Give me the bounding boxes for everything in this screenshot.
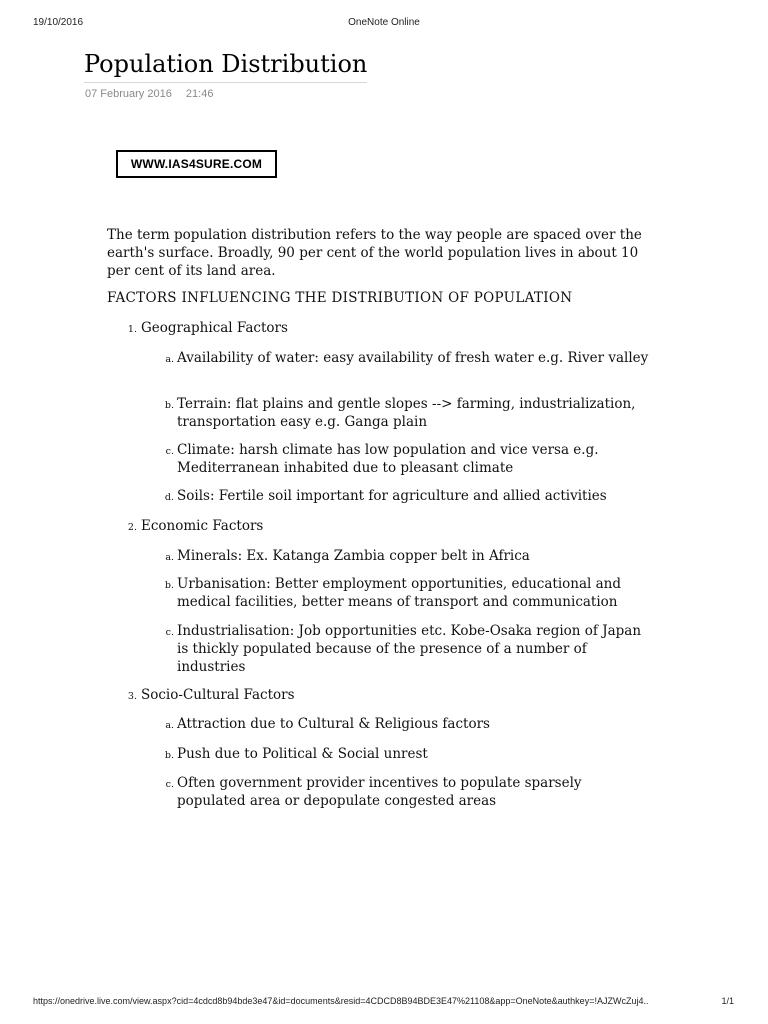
list-item	[160, 349, 650, 367]
list-item	[160, 395, 650, 431]
item-letter: b.	[164, 400, 174, 411]
list-item	[160, 575, 650, 611]
page-time: 21:46	[185, 88, 214, 100]
print-app-title: OneNote Online	[348, 17, 420, 28]
list-item	[160, 547, 650, 565]
list-item	[160, 774, 650, 810]
page-meta	[85, 88, 224, 100]
list-item	[160, 622, 650, 676]
page-date: 07 February 2016	[85, 88, 172, 100]
item-text: Attraction due to Cultural & Religious factors	[177, 716, 490, 732]
item-letter: a.	[165, 552, 174, 563]
list-item	[160, 745, 650, 763]
print-date: 19/10/2016	[33, 17, 84, 28]
item-letter: b.	[164, 580, 174, 591]
item-letter: a.	[165, 720, 174, 731]
item-text: Often government provider incentives to populate sparsely populated area or depopulate congested areas	[177, 775, 582, 809]
factor-title: Geographical Factors	[141, 320, 288, 336]
item-text: Industrialisation: Job opportunities etc. Kobe-Osaka region of Japan is thickly populated because of the presence of a number of industries	[177, 623, 642, 675]
item-text: Minerals: Ex. Katanga Zambia copper belt in Africa	[177, 548, 530, 564]
section-heading: FACTORS INFLUENCING THE DISTRIBUTION OF POPULATION	[107, 290, 573, 306]
print-footer	[0, 996, 768, 1010]
item-letter: d.	[164, 492, 174, 503]
factor-socio-cultural	[125, 686, 295, 706]
item-text: Availability of water: easy availability of fresh water e.g. River valley	[177, 350, 649, 366]
page-count: 1/1	[721, 996, 734, 1006]
item-letter: b.	[164, 750, 174, 761]
factor-number: 2.	[127, 522, 137, 533]
item-letter: c.	[165, 446, 174, 457]
site-label-box: WWW.IAS4SURE.COM	[116, 150, 277, 178]
list-item	[160, 715, 650, 733]
item-text: Terrain: flat plains and gentle slopes --> farming, industrialization, transportation easy e.g. Ganga plain	[177, 396, 636, 430]
page-title: Population Distribution	[84, 49, 367, 83]
print-header	[0, 17, 768, 31]
item-text: Soils: Fertile soil important for agriculture and allied activities	[177, 488, 607, 504]
factor-economic	[125, 517, 263, 537]
list-item	[160, 487, 650, 505]
intro-paragraph: The term population distribution refers to the way people are spaced over the earth's surface. Broadly, 90 per cent of the world population lives in about 10 per cent of its land area.	[107, 227, 642, 279]
item-letter: a.	[165, 354, 174, 365]
item-letter: c.	[165, 779, 174, 790]
factor-number: 1.	[127, 324, 137, 335]
source-url-link[interactable]: https://onedrive.live.com/view.aspx?cid=4cdcd8b94bde3e47&id=documents&resid=4CDCD8B94BDE3E47%21108&app=OneNote&authkey=!AJZWcZuj4..	[33, 996, 649, 1006]
factor-number: 3.	[127, 691, 137, 702]
item-letter: c.	[165, 627, 174, 638]
list-item	[160, 441, 650, 477]
item-text: Climate: harsh climate has low population and vice versa e.g. Mediterranean inhabited due to pleasant climate	[177, 442, 599, 476]
item-text: Push due to Political & Social unrest	[177, 746, 428, 762]
factor-geographical	[125, 319, 288, 339]
factor-title: Socio-Cultural Factors	[141, 687, 295, 703]
factor-title: Economic Factors	[141, 518, 264, 534]
item-text: Urbanisation: Better employment opportunities, educational and medical facilities, better means of transport and communication	[177, 576, 622, 610]
